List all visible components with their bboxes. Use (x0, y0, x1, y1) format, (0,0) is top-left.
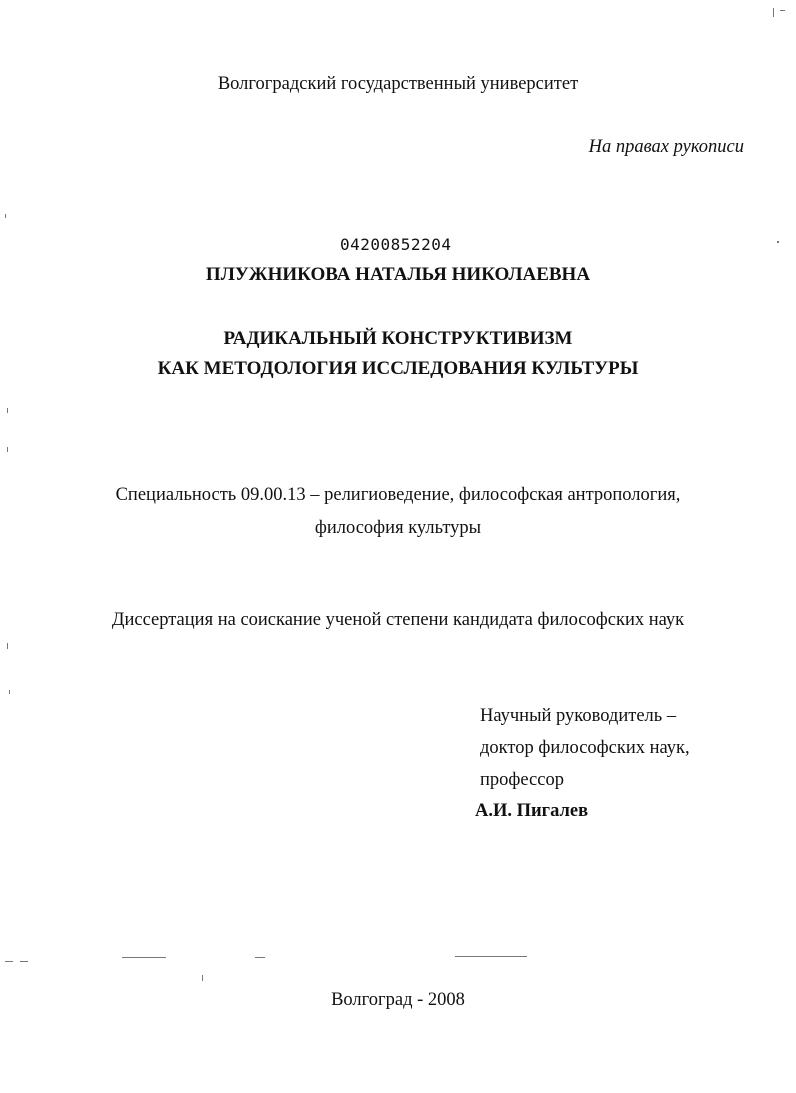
supervisor-name: А.И. Пигалев (475, 801, 589, 821)
dissertation-type: Диссертация на соискание ученой степени кандидата философских наук (111, 610, 685, 630)
city-year: Волгоград - 2008 (331, 990, 465, 1010)
supervisor-role: Научный руководитель – (480, 706, 677, 726)
university-name: Волгоградский государственный университет (217, 74, 579, 94)
author-name: ПЛУЖНИКОВА НАТАЛЬЯ НИКОЛАЕВНА (205, 264, 591, 285)
archive-code: 04200852204 (340, 235, 452, 254)
supervisor-degree: доктор философских наук, (480, 738, 690, 758)
dissertation-title-line-1: РАДИКАЛЬНЫЙ КОНСТРУКТИВИЗМ (223, 328, 573, 349)
supervisor-rank: профессор (480, 770, 564, 790)
specialty-line-1: Специальность 09.00.13 – религиоведение, философская антропология, (115, 485, 681, 505)
manuscript-note: На правах рукописи (588, 137, 744, 157)
dissertation-title-line-2: КАК МЕТОДОЛОГИЯ ИССЛЕДОВАНИЯ КУЛЬТУРЫ (157, 358, 639, 379)
specialty-line-2: философия культуры (314, 518, 482, 538)
